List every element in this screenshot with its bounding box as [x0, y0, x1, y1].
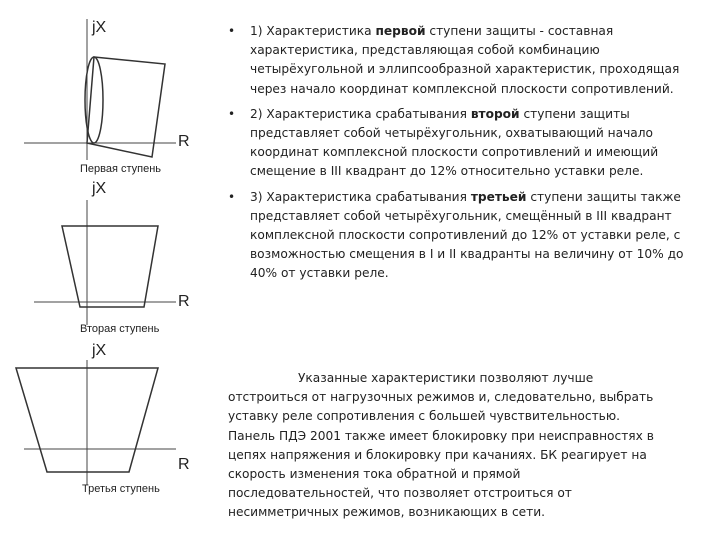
bullet-text-after: ступени защиты также представляет собой четырёхугольник, смещённый в III квадрант комплексной плоскости сопротивлений до 12% от уставки реле, с возможностью смещения в I и II квадранты на величину от 10% до 40% от уставки реле. [250, 189, 684, 281]
second-stage-quadrilateral [62, 226, 158, 307]
first-stage-quadrilateral [87, 57, 165, 157]
bullet-text-after: ступени защиты представляет собой четырёхугольник, охватывающий начало координат комплексной плоскости сопротивлений и имеющий смещение в III квадрант до 12% относительно уставки реле. [250, 106, 659, 179]
bullet-second-stage [228, 105, 698, 182]
bullet-first-stage [228, 22, 698, 99]
bullet-text-before: 3) Характеристика срабатывания [250, 189, 471, 204]
third-stage-caption: Третья ступень [82, 483, 160, 495]
third-stage-diagram [16, 360, 176, 485]
second-stage-r-label: R [178, 293, 190, 310]
first-stage-diagram [24, 19, 176, 160]
second-stage-jx-label: jX [92, 180, 107, 197]
bullet-bold-word: третьей [470, 189, 527, 204]
first-stage-r-label: R [178, 133, 190, 150]
second-stage-caption: Вторая ступень [80, 323, 160, 335]
third-stage-jx-label: jX [92, 342, 107, 359]
bullet-bold-word: второй [470, 106, 520, 121]
summary-paragraph-text: Указанные характеристики позволяют лучше отстроиться от нагрузочных режимов и, следовательно, выбрать уставку реле сопротивления с большей чувствительностью. Панель ПДЭ 2001 также имеет блокировку при неисправностях в цепях напряжения и блокировку при качаниях. БК реагирует на скорость изменения тока обратной и прямой последовательностей, что позволяет отстроиться от несимметричных режимов, возникающих в сети. [228, 371, 654, 520]
bullet-marker: • [228, 106, 236, 121]
bullet-marker: • [228, 24, 236, 38]
stage-descriptions-list [228, 22, 698, 284]
bullet-bold-word: первой [375, 24, 426, 38]
bullet-marker: • [228, 189, 236, 204]
first-stage-caption: Первая ступень [80, 163, 162, 175]
first-stage-jx-label: jX [92, 19, 107, 36]
bullet-third-stage [228, 188, 698, 284]
third-stage-r-label: R [178, 456, 190, 473]
bullet-text-before: 2) Характеристика срабатывания [250, 106, 471, 121]
bullet-text-before: 1) Характеристика [250, 24, 376, 38]
summary-paragraph [228, 369, 668, 523]
bullet-text-after: ступени защиты - составная характеристика, представляющая собой комбинацию четырёхугольной и эллипсообразной характеристик, проходящая через начало координат комплексной плоскости сопротивлений. [250, 24, 680, 96]
second-stage-diagram [34, 200, 176, 325]
